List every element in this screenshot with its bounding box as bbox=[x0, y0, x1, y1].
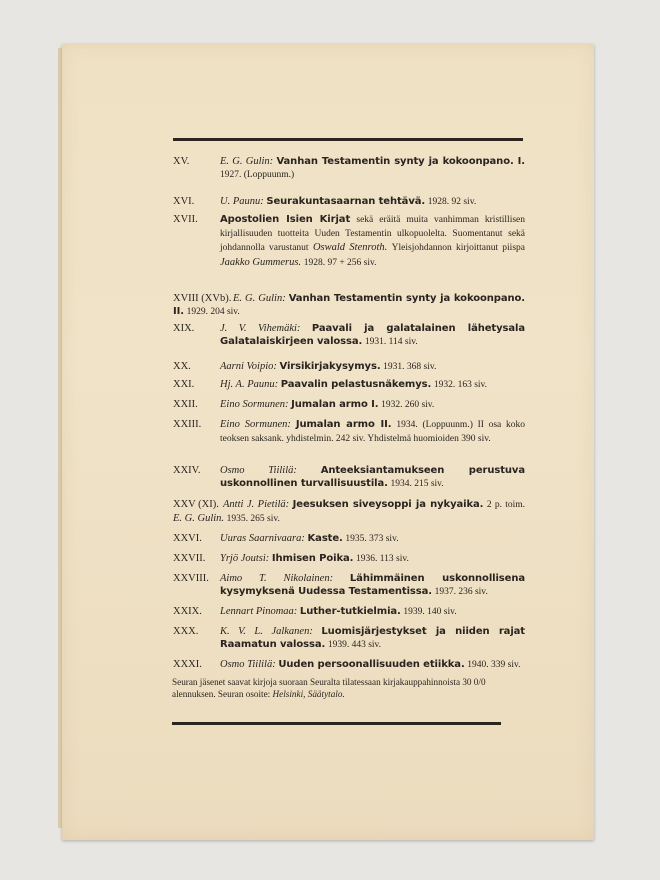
list-item bbox=[173, 418, 525, 446]
entry-text bbox=[173, 572, 525, 599]
list-item bbox=[173, 464, 525, 491]
entry-number: XX. bbox=[173, 361, 191, 372]
entry-author: U. Paunu: bbox=[220, 196, 264, 207]
entry-author: Aarni Voipio: bbox=[220, 361, 277, 372]
entry-number: XV. bbox=[173, 156, 190, 167]
footer-address: Helsinki, Säätytalo. bbox=[272, 689, 345, 699]
entry-title: Paavali ja galatalainen lähetysala Galatalaiskirjeen valossa. bbox=[220, 323, 526, 348]
list-item bbox=[173, 658, 525, 672]
entry-text bbox=[173, 322, 525, 349]
entry-number: XXVIII. bbox=[173, 573, 209, 584]
footer-text: Seuran jäsenet saavat kirjoja suoraan Seuralta tilatessaan kirjakauppahinnoista 30 0/0 alennuksen. Seuran osoite: bbox=[172, 677, 486, 699]
entry-number: XVI. bbox=[173, 196, 195, 207]
list-item bbox=[173, 532, 525, 546]
list-item bbox=[173, 625, 525, 652]
entry-text bbox=[173, 605, 525, 619]
entry-title: Paavalin pelastusnäkemys. bbox=[280, 379, 432, 390]
entry-text bbox=[173, 378, 525, 392]
entry-title: Luomisjärjestykset ja niiden rajat Raamatun valossa. bbox=[220, 626, 525, 651]
entry-author: Aimo T. Nikolainen: bbox=[220, 573, 334, 584]
list-item bbox=[173, 195, 525, 209]
entry-author: Eino Sormunen: bbox=[220, 419, 291, 430]
entry-publication: 1931. 114 siv. bbox=[364, 337, 418, 348]
entry-text bbox=[173, 532, 525, 546]
entry-number: XVII. bbox=[173, 214, 198, 225]
entry-author: Uuras Saarnivaara: bbox=[220, 533, 305, 544]
entry-title: Jumalan armo I. bbox=[291, 399, 379, 410]
entry-author: Lennart Pinomaa: bbox=[220, 606, 298, 617]
entry-author: E. G. Gulin: bbox=[220, 156, 274, 167]
entry-publication: 1931. 368 siv. bbox=[383, 362, 437, 372]
entry-title: Jeesuksen siveysoppi ja nykyaika. bbox=[292, 499, 484, 510]
entry-text bbox=[173, 552, 525, 566]
entry-publication: 1932. 163 siv. bbox=[433, 380, 488, 390]
entry-publication: 1932. 260 siv. bbox=[381, 400, 435, 410]
entry-author: Hj. A. Paunu: bbox=[220, 379, 279, 390]
entry-author: E. G. Gulin: bbox=[233, 293, 286, 304]
entry-publication-detail: 1935. 265 siv. bbox=[226, 514, 280, 525]
entry-title: Vanhan Testamentin synty ja kokoonpano. I. bbox=[276, 156, 526, 167]
entry-number: XXVI. bbox=[173, 533, 202, 544]
entry-title: Lähimmäinen uskonnollisena kysymyksenä Uudessa Testamentissa. bbox=[220, 573, 526, 598]
entry-number: XXI. bbox=[173, 379, 195, 390]
entry-author: Osmo Tiililä: bbox=[220, 659, 276, 670]
entry-text bbox=[173, 213, 525, 270]
list-item bbox=[173, 572, 525, 599]
entry-title: Ihmisen Poika. bbox=[271, 553, 354, 564]
entry-number: XXVII. bbox=[173, 553, 206, 564]
entry-publication: 1937. 236 siv. bbox=[434, 587, 488, 598]
list-item bbox=[173, 155, 525, 182]
entry-title: Kaste. bbox=[307, 533, 343, 544]
entry-number: XXIII. bbox=[173, 419, 202, 430]
entry-publication: 1927. (Loppuunm.) bbox=[220, 170, 295, 181]
entry-publication: 1940. 339 siv. bbox=[467, 660, 521, 670]
list-item bbox=[173, 360, 525, 374]
list-item bbox=[173, 292, 525, 319]
list-item bbox=[173, 498, 525, 526]
entry-publication: sekä eräitä muita vanhimman kristillisen kirjallisuuden tuotteita Uuden Testamentin ulkopuolelta. Suomentanut sekä johdannolla varustanut bbox=[220, 215, 525, 254]
entry-title: Vanhan Testamentin synty ja kokoonpano. II. bbox=[173, 293, 525, 318]
entry-note: Yleisjohdannon kirjoittanut piispa bbox=[391, 243, 525, 254]
entry-introducer: Jaakko Gummerus. bbox=[220, 256, 302, 268]
list-item bbox=[173, 398, 525, 412]
entry-author: Osmo Tiililä: bbox=[220, 465, 297, 476]
list-item bbox=[173, 322, 525, 349]
entry-title: Luther-tutkielmia. bbox=[299, 606, 401, 617]
entry-number: XXII. bbox=[173, 399, 198, 410]
entry-publication: 1939. 443 siv. bbox=[327, 640, 382, 651]
entry-text bbox=[173, 658, 525, 672]
entry-title: Uuden persoonallisuuden etiikka. bbox=[278, 659, 465, 670]
entry-title: Seurakuntasaarnan tehtävä. bbox=[266, 196, 426, 207]
entry-author: Antti J. Pietilä: bbox=[223, 499, 290, 510]
entry-publication: 1936. 113 siv. bbox=[356, 554, 409, 564]
entry-number: XXV (XI). bbox=[173, 499, 219, 510]
entry-text bbox=[173, 625, 525, 652]
entry-publication: 1935. 373 siv. bbox=[345, 534, 399, 544]
entry-text bbox=[173, 464, 525, 491]
entry-text bbox=[173, 498, 525, 526]
entry-text bbox=[173, 418, 525, 446]
entry-number: XIX. bbox=[173, 323, 195, 334]
entry-publication: 1929. 204 siv. bbox=[186, 307, 240, 318]
entry-number: XXIX. bbox=[173, 606, 202, 617]
entry-text bbox=[173, 155, 525, 182]
list-item bbox=[173, 213, 525, 270]
entry-publication: 2 p. toim. bbox=[486, 500, 525, 510]
bottom-rule bbox=[172, 722, 501, 725]
entry-title: Jumalan armo II. bbox=[295, 419, 392, 430]
entry-number: XXX. bbox=[173, 626, 199, 637]
entry-author: Eino Sormunen: bbox=[220, 399, 289, 410]
footer-note bbox=[172, 676, 522, 700]
entry-translator: Oswald Stenroth. bbox=[312, 242, 388, 254]
entry-text bbox=[173, 195, 525, 209]
entry-author: K. V. L. Jalkanen: bbox=[220, 626, 313, 637]
entry-number: XXXI. bbox=[173, 659, 202, 670]
entry-title: Virsikirjakysymys. bbox=[279, 361, 381, 372]
entry-publication: 1934. (Loppuunm.) II osa koko teoksen saksank. yhdistelmin. 242 siv. Yhdistelmä huomioiden 390 siv. bbox=[220, 420, 525, 445]
entry-text bbox=[173, 360, 525, 374]
entry-author: Yrjö Joutsi: bbox=[220, 553, 270, 564]
entry-title: Apostolien Isien Kirjat bbox=[220, 214, 351, 225]
entry-number: XXIV. bbox=[173, 465, 201, 476]
entry-number: XVIII (XVb). bbox=[173, 293, 232, 304]
top-rule bbox=[173, 138, 523, 141]
list-item bbox=[173, 378, 525, 392]
entry-author: J. V. Vihemäki: bbox=[220, 323, 301, 334]
entry-text bbox=[173, 398, 525, 412]
entry-publication: 1939. 140 siv. bbox=[403, 607, 457, 617]
entry-editor: E. G. Gulin. bbox=[173, 513, 225, 525]
list-item bbox=[173, 552, 525, 566]
list-item bbox=[173, 605, 525, 619]
entry-publication: 1928. 92 siv. bbox=[427, 197, 477, 207]
entry-pages: 1928. 97 + 256 siv. bbox=[303, 257, 377, 268]
entry-publication: 1934. 215 siv. bbox=[390, 479, 444, 490]
entry-title: Anteeksiantamukseen perustuva uskonnollinen turvallisuustila. bbox=[220, 465, 525, 490]
